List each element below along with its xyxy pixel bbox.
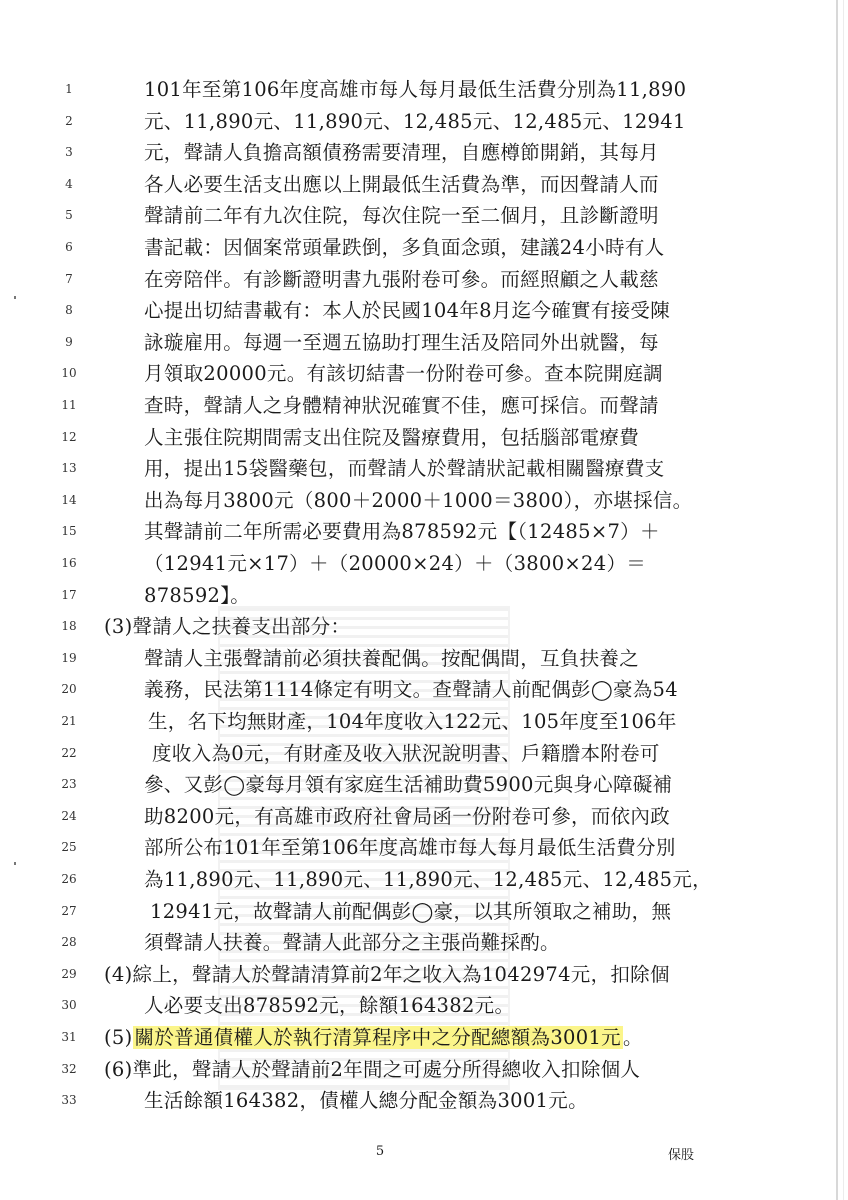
- highlighted-text: 關於普通債權人於執行清算程序中之分配總額為3001元: [134, 1026, 621, 1049]
- line-number: 24: [61, 808, 77, 823]
- document-line: [0, 231, 848, 265]
- document-line: [0, 768, 848, 802]
- line-text: 人必要支出878592元，餘額164382元。: [144, 994, 515, 1018]
- line-number: 18: [61, 619, 77, 634]
- document-line: [0, 389, 848, 423]
- line-text: 12941元，故聲請人前配偶彭◯豪，以其所領取之補助，無: [150, 899, 672, 923]
- line-number: 2: [65, 113, 73, 128]
- line-text: 為11,890元、11,890元、11,890元、12,485元、12,485元，: [144, 868, 712, 891]
- document-line: [0, 895, 848, 929]
- line-text: 101年至第106年度高雄市每人每月最低生活費分別為11,890: [144, 78, 687, 101]
- line-number: 23: [61, 777, 77, 792]
- line-text: 詠璇雇用。每週一至週五協助打理生活及陪同外出就醫，每: [144, 330, 659, 354]
- line-text: 助8200元，有高雄市政府社會局函一份附卷可參，而依內政: [144, 804, 671, 828]
- line-number: 3: [65, 145, 73, 160]
- document-line: [0, 1084, 848, 1118]
- document-line: [0, 989, 848, 1023]
- line-number: 12: [61, 429, 77, 444]
- line-text: 書記載：因個案常頭暈跌倒，多負面念頭，建議24小時有人: [144, 236, 665, 259]
- document-line: [0, 863, 848, 897]
- line-number: 17: [61, 587, 77, 602]
- line-text: 用，提出15袋醫藥包，而聲請人於聲請狀記載相關醫療費支: [144, 457, 665, 481]
- document-line: [0, 357, 848, 391]
- line-number: 9: [65, 334, 73, 349]
- document-line: [0, 673, 848, 707]
- line-text: （12941元×17）＋（20000×24）＋（3800×24）＝: [144, 552, 647, 575]
- line-text: (6)準此，聲請人於聲請前2年間之可處分所得總收入扣除個人: [104, 1057, 641, 1081]
- document-line: [0, 263, 848, 297]
- document-line: [0, 610, 848, 644]
- document-line: [0, 199, 848, 233]
- document-line: [0, 326, 848, 360]
- line-text: 度收入為0元，有財產及收入狀況說明書、戶籍謄本附卷可: [152, 741, 660, 765]
- line-text: 查時，聲請人之身體精神狀況確實不佳，應可採信。而聲請: [144, 394, 659, 417]
- document-line: [0, 926, 848, 960]
- line-number: 7: [65, 271, 73, 286]
- document-line: [0, 515, 848, 549]
- line-text: (4)綜上，聲請人於聲請清算前2年之收入為1042974元，扣除個: [104, 962, 670, 986]
- document-line: [0, 168, 848, 202]
- line-text: 參、又彭◯豪每月領有家庭生活補助費5900元與身心障礙補: [144, 773, 673, 797]
- line-text: 部所公布101年至第106年度高雄市每人每月最低生活費分別: [144, 836, 676, 860]
- line-number: 11: [61, 398, 77, 412]
- document-line: [0, 136, 848, 170]
- line-number: 27: [61, 903, 77, 918]
- page-number: 5: [375, 1144, 385, 1159]
- document-line: [0, 547, 848, 581]
- line-number: 29: [61, 966, 77, 981]
- line-number: 30: [61, 998, 77, 1013]
- line-number: 14: [61, 492, 77, 507]
- document-line: [0, 484, 848, 518]
- line-text: 出為每月3800元（800＋2000＋1000＝3800），亦堪採信。: [144, 488, 693, 512]
- line-number: 5: [65, 208, 73, 223]
- line-number: 32: [61, 1061, 77, 1076]
- line-number: 20: [61, 682, 77, 697]
- line-text: (3)聲請人之扶養支出部分：: [104, 615, 351, 639]
- line-text: 其聲請前二年所需必要費用為878592元【（12485×7）＋: [144, 520, 660, 544]
- document-line: [0, 958, 848, 992]
- line-number: 1: [65, 82, 73, 96]
- line-text: 月領取20000元。有該切結書一份附卷可參。查本院開庭調: [144, 362, 663, 386]
- document-line: [0, 737, 848, 771]
- line-number: 22: [61, 745, 77, 760]
- line-suffix: 。: [622, 1026, 643, 1049]
- document-line: [0, 705, 848, 739]
- line-text: 聲請人主張聲請前必須扶養配偶。按配偶間，互負扶養之: [144, 646, 640, 670]
- line-text: [104, 1021, 643, 1055]
- line-text: 人主張住院期間需支出住院及醫療費用，包括腦部電療費: [144, 425, 640, 449]
- line-text: 各人必要生活支出應以上開最低生活費為準，而因聲請人而: [144, 172, 659, 196]
- list-marker: (5): [104, 1026, 133, 1049]
- line-number: 15: [61, 524, 77, 539]
- line-number: 16: [61, 556, 77, 570]
- document-line: [0, 105, 848, 139]
- line-number: 6: [65, 240, 73, 254]
- line-text: 生活餘額164382，債權人總分配金額為3001元。: [144, 1089, 588, 1113]
- line-number: 21: [61, 714, 77, 728]
- document-line: [0, 294, 848, 328]
- line-number: 31: [61, 1030, 77, 1044]
- document-line: [0, 1021, 848, 1055]
- document-line: [0, 579, 848, 613]
- line-number: 19: [61, 650, 77, 665]
- section-stamp: 保股: [668, 1148, 695, 1163]
- line-text: 生，名下均無財產，104年度收入122元、105年度至106年: [148, 710, 677, 733]
- document-line: [0, 1053, 848, 1087]
- line-number: 33: [61, 1093, 77, 1108]
- line-text: 元、11,890元、11,890元、12,485元、12,485元、12941: [144, 109, 686, 133]
- line-number: 26: [61, 872, 77, 886]
- line-number: 25: [61, 840, 77, 855]
- line-text: 元，聲請人負擔高額債務需要清理，自應樽節開銷，其每月: [144, 141, 659, 165]
- line-text: 須聲請人扶養。聲請人此部分之主張尚難採酌。: [144, 931, 560, 955]
- line-number: 10: [61, 366, 77, 381]
- document-line: [0, 421, 848, 455]
- line-text: 聲請前二年有九次住院，每次住院一至二個月，且診斷證明: [144, 204, 659, 228]
- line-text: 878592】。: [144, 583, 251, 607]
- line-number: 13: [61, 461, 77, 476]
- document-line: [0, 800, 848, 834]
- document-line: [0, 73, 848, 107]
- line-text: 心提出切結書載有：本人於民國104年8月迄今確實有接受陳: [144, 299, 671, 323]
- document-line: [0, 642, 848, 676]
- line-number: 4: [65, 176, 73, 191]
- document-line: [0, 452, 848, 486]
- line-number: 8: [65, 303, 73, 318]
- line-text: 義務，民法第1114條定有明文。查聲請人前配偶彭◯豪為54: [144, 678, 678, 702]
- line-text: 在旁陪伴。有診斷證明書九張附卷可參。而經照顧之人載慈: [144, 267, 659, 291]
- line-number: 28: [61, 935, 77, 950]
- document-line: [0, 831, 848, 865]
